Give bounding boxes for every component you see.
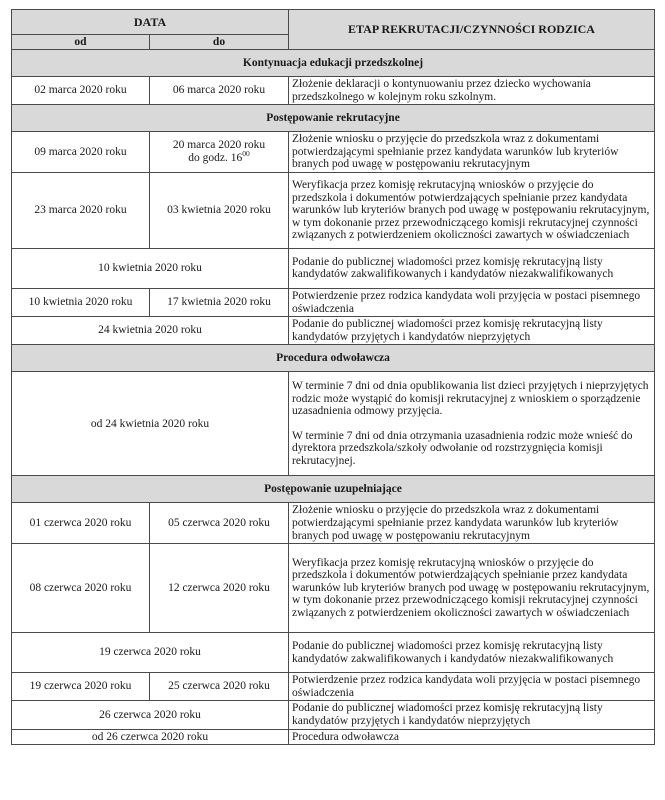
stage-description-cell: Podanie do publicznej wiadomości przez komisję rekrutacyjną listy kandydatów zakwalifikowanych i kandydatów niezakwalifikowanych [289,633,655,673]
stage-description-cell: Potwierdzenie przez rodzica kandydata woli przyjęcia w postaci pisemnego oświadczenia [289,673,655,701]
section-row [12,345,655,372]
stage-description-cell: Potwierdzenie przez rodzica kandydata woli przyjęcia w postaci pisemnego oświadczenia [289,288,655,316]
date-cell: od 24 kwietnia 2020 roku [12,372,289,476]
table-row [12,503,655,544]
appeal-paragraph-1: W terminie 7 dni od dnia opublikowania list dzieci przyjętych i nieprzyjętych rodzic może wystąpić do komisji rekrutacyjnej z wnioskiem o sporządzenie uzasadnienia odmowy przyjęcia. [292,380,649,418]
table-row [12,132,655,173]
table-row [12,729,655,745]
date-to-cell: 05 czerwca 2020 roku [150,503,289,544]
date-from-cell: 08 czerwca 2020 roku [12,544,150,633]
date-from-cell: 10 kwietnia 2020 roku [12,288,150,316]
date-to-cell: 17 kwietnia 2020 roku [150,288,289,316]
stage-header: ETAP REKRUTACJI/CZYNNOŚCI RODZICA [289,10,655,50]
date-cell: od 26 czerwca 2020 roku [12,729,289,745]
table-row [12,372,655,476]
section-title-appeal: Procedura odwoławcza [12,345,655,372]
header-row [12,10,655,35]
stage-description-cell [289,372,655,476]
section-row [12,476,655,503]
date-to-cell: 25 czerwca 2020 roku [150,673,289,701]
table-row [12,77,655,105]
date-header: DATA [12,10,289,35]
date-from-cell: 02 marca 2020 roku [12,77,150,105]
date-from-cell: 01 czerwca 2020 roku [12,503,150,544]
deadline-time: do godz. 16 [188,152,243,165]
date-to-cell: 12 czerwca 2020 roku [150,544,289,633]
date-cell: 19 czerwca 2020 roku [12,633,289,673]
table-row [12,544,655,633]
section-title-recruitment: Postępowanie rekrutacyjne [12,105,655,132]
stage-description-cell: Podanie do publicznej wiadomości przez komisję rekrutacyjną listy kandydatów zakwalifikowanych i kandydatów niezakwalifikowanych [289,248,655,288]
to-header: do [150,35,289,50]
date-to-cell: 03 kwietnia 2020 roku [150,172,289,248]
stage-description-cell: Weryfikacja przez komisję rekrutacyjną wniosków o przyjęcie do przedszkola i dokumentów potwierdzających spełnianie przez kandydata warunków lub kryteriów branych pod uwagę w postępowaniu rekrutacyjnym, w tym dokonanie przez przewodniczącego komisji rekrutacyjnej czynności związanych z potwierdzeniem okoliczności zawartych w oświadczeniach [289,544,655,633]
stage-description-cell: Złożenie wniosku o przyjęcie do przedszkola wraz z dokumentami potwierdzającymi spełnianie przez kandydata warunków lub kryteriów branych pod uwagę w postępowaniu rekrutacyjnym [289,503,655,544]
date-cell: 24 kwietnia 2020 roku [12,317,289,345]
appeal-paragraph-2: W terminie 7 dni od dnia otrzymania uzasadnienia rodzic może wnieść do dyrektora przedszkola/szkoły odwołanie od rozstrzygnięcia komisji rekrutacyjnej. [292,429,633,468]
section-row [12,105,655,132]
stage-description-cell: Złożenie deklaracji o kontynuowaniu przez dziecko wychowania przedszkolnego w kolejnym roku szkolnym. [289,77,655,105]
stage-description-cell: Złożenie wniosku o przyjęcie do przedszkola wraz z dokumentami potwierdzającymi spełnianie przez kandydata warunków lub kryteriów branych pod uwagę w postępowaniu rekrutacyjnym [289,132,655,173]
deadline-time-superscript: 00 [242,149,250,159]
table-row [12,288,655,316]
date-cell: 10 kwietnia 2020 roku [12,248,289,288]
date-to-line: 20 marca 2020 roku [172,139,266,152]
date-from-cell: 09 marca 2020 roku [12,132,150,173]
date-to-cell: 06 marca 2020 roku [150,77,289,105]
date-from-cell: 23 marca 2020 roku [12,172,150,248]
table-row [12,172,655,248]
schedule-document [11,9,654,745]
date-from-cell: 19 czerwca 2020 roku [12,673,150,701]
section-title-continuation: Kontynuacja edukacji przedszkolnej [12,50,655,77]
date-cell: 26 czerwca 2020 roku [12,701,289,729]
stage-description-cell: Podanie do publicznej wiadomości przez komisję rekrutacyjną listy kandydatów przyjętych i kandydatów nieprzyjętych [289,701,655,729]
table-row [12,317,655,345]
from-header: od [12,35,150,50]
section-title-supplementary: Postępowanie uzupełniające [12,476,655,503]
recruitment-schedule-table [11,9,655,745]
stage-description-cell: Podanie do publicznej wiadomości przez komisję rekrutacyjną listy kandydatów przyjętych i kandydatów nieprzyjętych [289,317,655,345]
paragraph-gap [292,418,651,430]
table-row [12,701,655,729]
stage-description-cell: Weryfikacja przez komisję rekrutacyjną wniosków o przyjęcie do przedszkola i dokumentów potwierdzających spełnianie przez kandydata warunków lub kryteriów branych pod uwagę w postępowaniu rekrutacyjnym, w tym dokonanie przez przewodniczącego komisji rekrutacyjnej czynności związanych z potwierdzeniem okoliczności zawartych w oświadczeniach [289,172,655,248]
date-to-cell [150,132,289,173]
table-row [12,248,655,288]
stage-description-cell: Procedura odwoławcza [289,729,655,745]
table-row [12,633,655,673]
section-row [12,50,655,77]
table-row [12,673,655,701]
